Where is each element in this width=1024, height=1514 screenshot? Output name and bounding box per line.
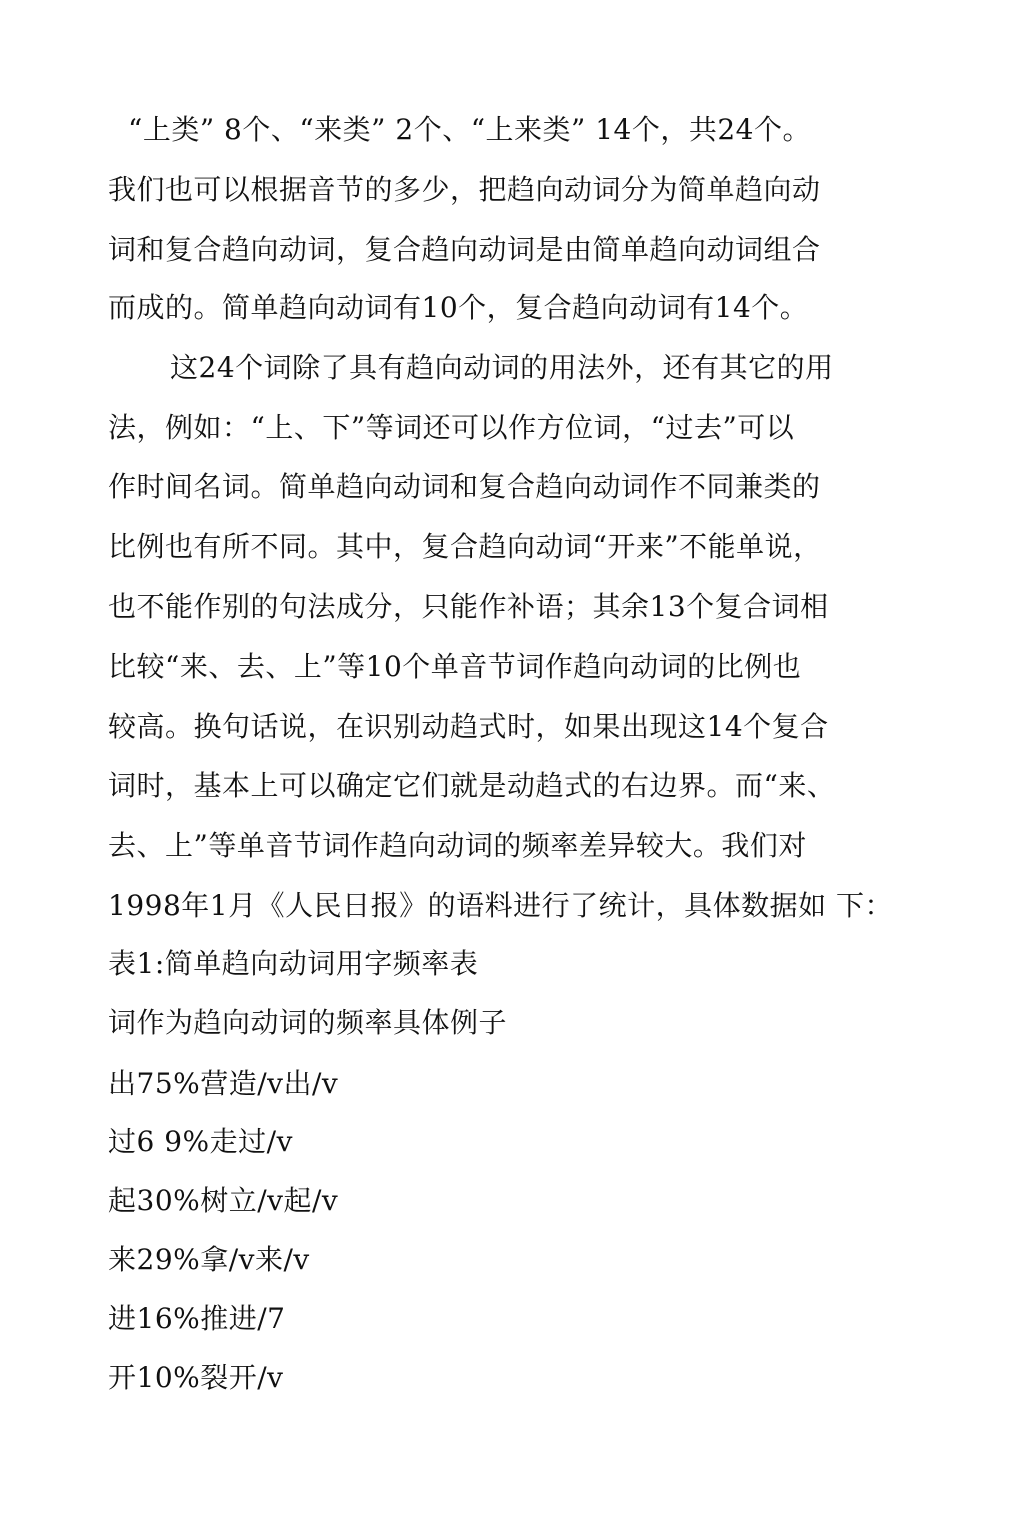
paragraph-line: 这24个词除了具有趋向动词的用法外，还有其它的用 [170,351,834,384]
table-row: 过6 9%走过/v [108,1125,293,1158]
paragraph-line: 我们也可以根据音节的多少，把趋向动词分为简单趋向动 [108,173,821,206]
table-row: 出75%营造/v出/v [108,1067,339,1100]
table-row: 开10%裂开/v [108,1361,284,1394]
paragraph-line: 词时，基本上可以确定它们就是动趋式的右边界。而“来、 [108,769,836,802]
table-header: 词作为趋向动词的频率具体例子 [108,1006,508,1039]
paragraph-line: 作时间名词。简单趋向动词和复合趋向动词作不同兼类的 [108,470,821,503]
paragraph-line: 1998年1月《人民日报》的语料进行了统计，具体数据如 下： [108,889,893,922]
paragraph-line: 也不能作别的句法成分，只能作补语；其余13个复合词相 [108,590,829,623]
paragraph-line: 比较“来、去、上”等10个单音节词作趋向动词的比例也 [108,650,802,683]
paragraph-line: 词和复合趋向动词，复合趋向动词是由简单趋向动词组合 [108,233,821,266]
table-row: 来29%拿/v来/v [108,1243,310,1276]
paragraph-line: 比例也有所不同。其中，复合趋向动词“开来”不能单说， [108,530,822,563]
paragraph-line: “上类” 8个、“来类” 2个、“上来类” 14个，共24个。 [128,113,811,146]
paragraph-line: 较高。换句话说，在识别动趋式时，如果出现这14个复合 [108,710,829,743]
paragraph-line: 而成的。简单趋向动词有10个，复合趋向动词有14个。 [108,291,809,324]
table-row: 起30%树立/v起/v [108,1184,339,1217]
paragraph-line: 法，例如：“上、下”等词还可以作方位词，“过去”可以 [108,411,795,444]
paragraph-line: 去、上”等单音节词作趋向动词的频率差异较大。我们对 [108,829,807,862]
table-caption: 表1:简单趋向动词用字频率表 [108,947,479,980]
table-row: 进16%推进/7 [108,1302,286,1335]
